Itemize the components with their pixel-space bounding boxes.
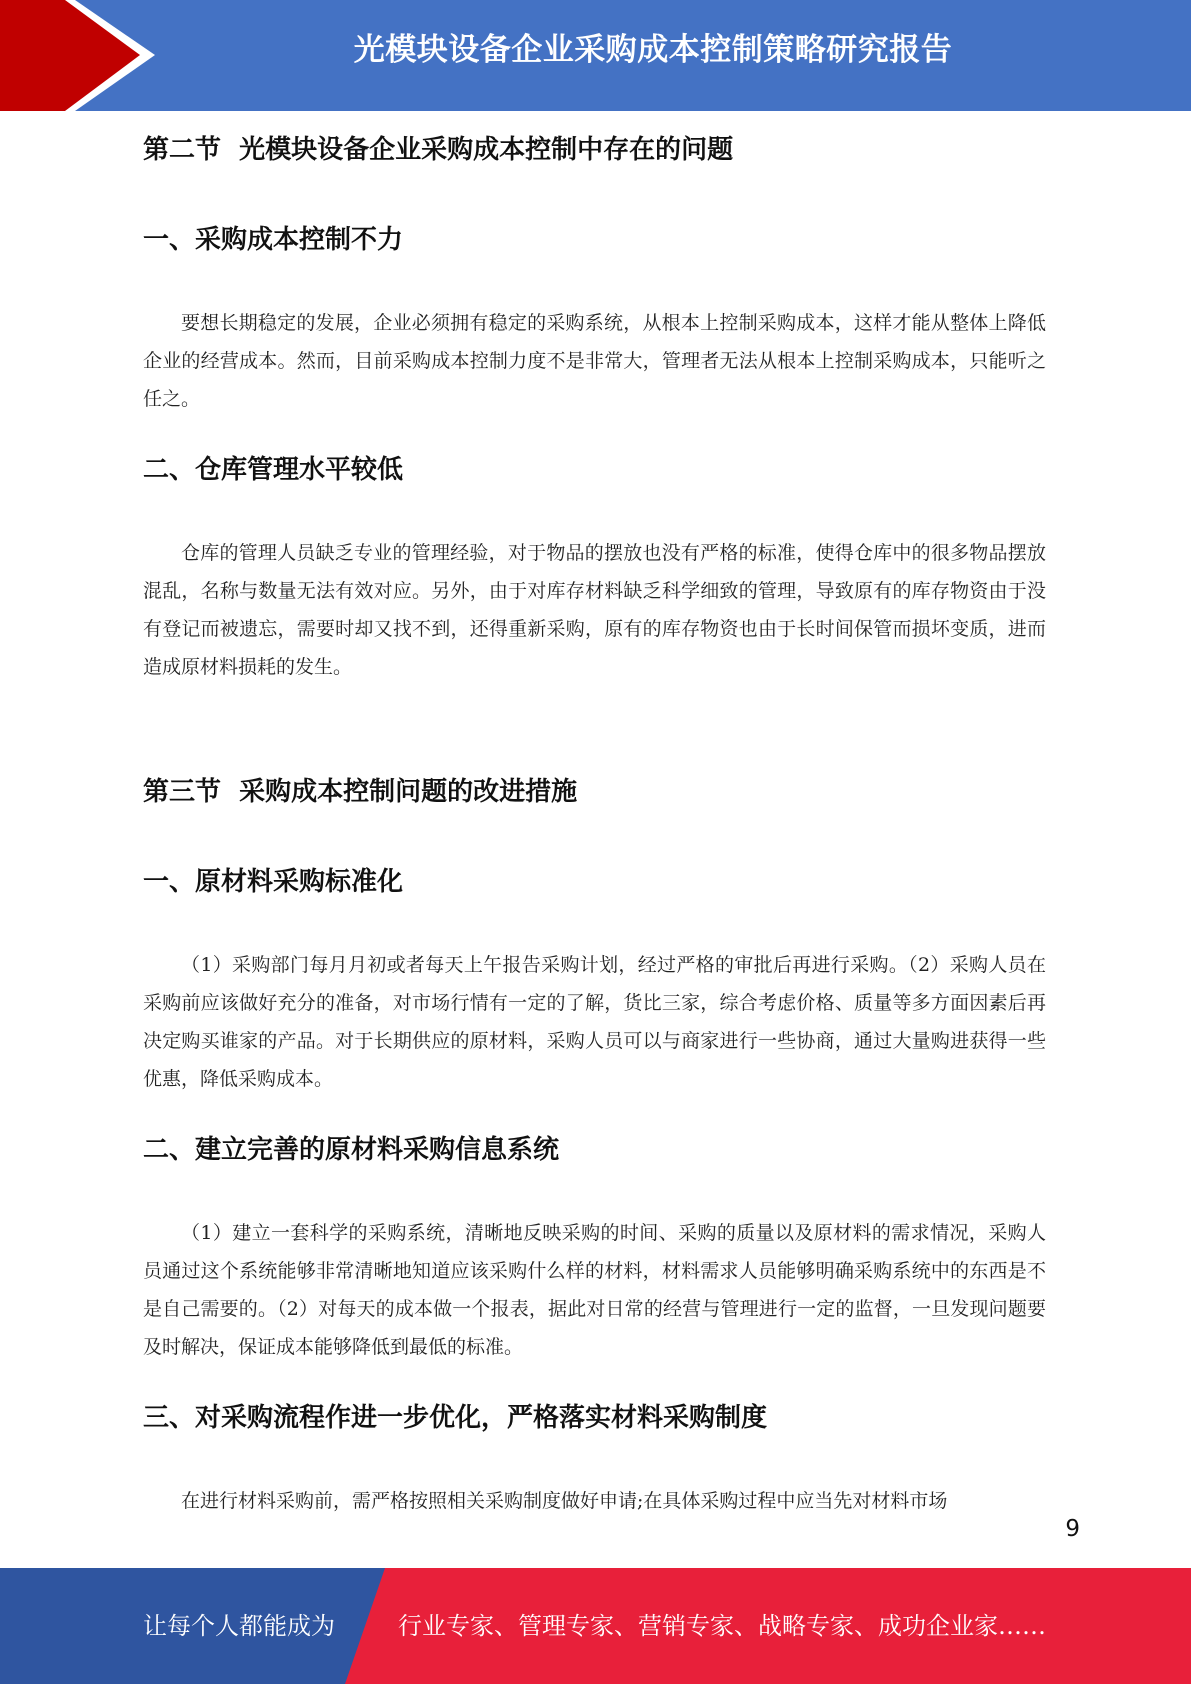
section-3-2-paragraph: （1）建立一套科学的采购系统，清晰地反映采购的时间、采购的质量以及原材料的需求情况，采购人员通过这个系统能够非常清晰地知道应该采购什么样的材料，材料需求人员能够明确采购系统中的东西是不是自己需要的。（2）对每天的成本做一个报表，据此对日常的经营与管理进行一定的监督，一旦发现问题要及时解决，保证成本能够降低到最低的标准。	[143, 1222, 1046, 1358]
header-arrow-decoration	[0, 0, 155, 111]
section-3-2-title: 二、建立完善的原材料采购信息系统	[143, 1135, 560, 1165]
page-number: 9	[1065, 1516, 1080, 1542]
footer-slogan-right: 行业专家、管理专家、营销专家、战略专家、成功企业家……	[398, 1612, 1046, 1640]
section-2-2-paragraph: 仓库的管理人员缺乏专业的管理经验，对于物品的摆放也没有严格的标准，使得仓库中的很多物品摆放混乱，名称与数量无法有效对应。另外，由于对库存材料缺乏科学细致的管理，导致原有的库存物资由于没有登记而被遗忘，需要时却又找不到，还得重新采购，原有的库存物资也由于长时间保管而损坏变质，进而造成原材料损耗的发生。	[143, 542, 1046, 678]
section-2-1-title: 一、采购成本控制不力	[143, 225, 404, 255]
page-footer	[0, 1568, 1191, 1684]
page-content	[143, 118, 1046, 1520]
section-3-3-title: 三、对采购流程作进一步优化，严格落实材料采购制度	[143, 1403, 768, 1433]
page-header	[0, 0, 1191, 111]
section-3-3-paragraph: 在进行材料采购前，需严格按照相关采购制度做好申请;在具体采购过程中应当先对材料市场	[181, 1490, 948, 1512]
section-2-1-paragraph: 要想长期稳定的发展，企业必须拥有稳定的采购系统，从根本上控制采购成本，这样才能从整体上降低企业的经营成本。然而，目前采购成本控制力度不是非常大，管理者无法从根本上控制采购成本，只能听之任之。	[143, 312, 1046, 410]
footer-slogan-left: 让每个人都能成为	[143, 1612, 335, 1640]
report-title: 光模块设备企业采购成本控制策略研究报告	[353, 32, 953, 68]
section-3-1-title: 一、原材料采购标准化	[143, 867, 404, 897]
section-2-2-title: 二、仓库管理水平较低	[143, 455, 404, 485]
section-3-title: 第三节 采购成本控制问题的改进措施	[143, 777, 578, 807]
section-3-1-paragraph: （1）采购部门每月月初或者每天上午报告采购计划，经过严格的审批后再进行采购。（2）采购人员在采购前应该做好充分的准备，对市场行情有一定的了解，货比三家，综合考虑价格、质量等多方面因素后再决定购买谁家的产品。对于长期供应的原材料，采购人员可以与商家进行一些协商，通过大量购进获得一些优惠，降低采购成本。	[143, 954, 1046, 1090]
section-2-title: 第二节 光模块设备企业采购成本控制中存在的问题	[143, 135, 734, 165]
